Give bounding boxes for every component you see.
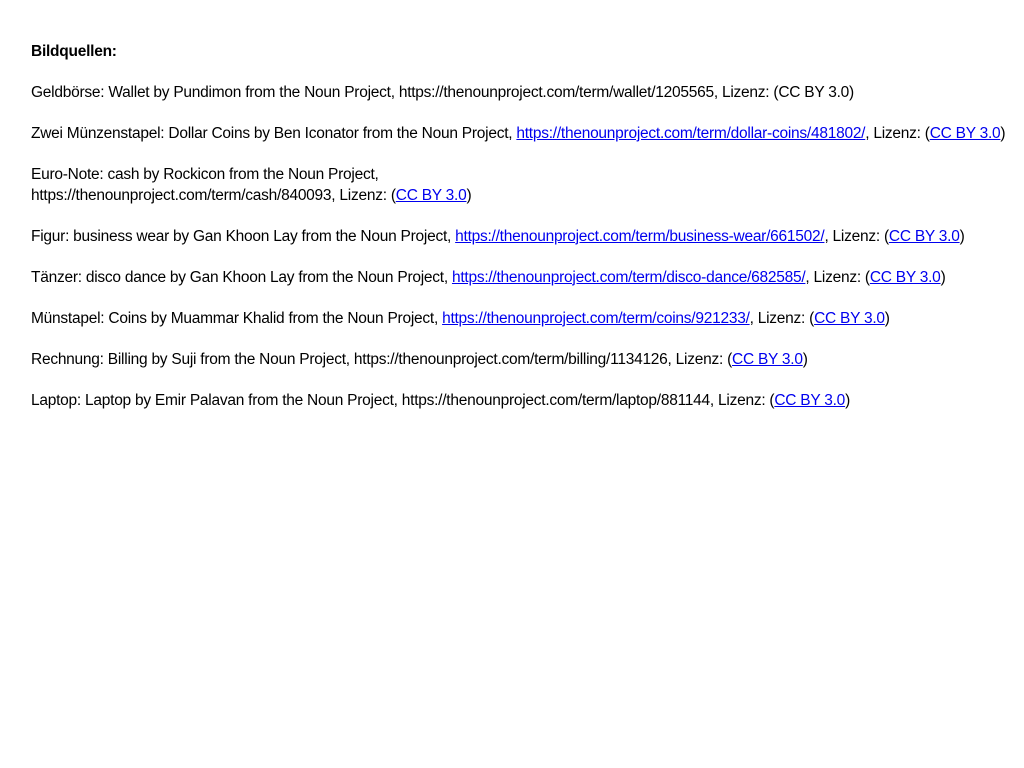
entry-text: Tänzer: disco dance by Gan Khoon Lay from the Noun Project, xyxy=(31,268,452,286)
source-entry-cash xyxy=(31,165,1009,206)
license-link[interactable]: CC BY 3.0 xyxy=(732,350,803,368)
license-link[interactable]: CC BY 3.0 xyxy=(774,391,846,409)
source-entry-coins xyxy=(31,309,1009,330)
entry-text: ) xyxy=(466,186,472,204)
source-url-link[interactable]: https://thenounproject.com/term/business-wear/661502/ xyxy=(455,227,825,245)
entry-text: Laptop: Laptop by Emir Palavan from the Noun Project, https://thenounproject.com/term/laptop/881144, Lizenz: ( xyxy=(31,391,775,409)
entry-text: Rechnung: Billing by Suji from the Noun Project, https://thenounproject.com/term/billing/1134126, Lizenz: ( xyxy=(31,350,732,368)
page-title: Bildquellen: xyxy=(31,43,117,60)
entry-text: , Lizenz: ( xyxy=(805,268,870,286)
entry-text: ) xyxy=(884,309,890,327)
entry-text: ) xyxy=(959,227,965,245)
source-entry-wallet xyxy=(31,83,1009,104)
source-entry-dollar-coins xyxy=(31,124,1009,145)
license-link[interactable]: CC BY 3.0 xyxy=(929,125,1001,142)
entry-text: https://thenounproject.com/term/cash/840093, Lizenz: ( xyxy=(31,186,396,204)
entry-text: ) xyxy=(940,268,946,286)
entry-text: Zwei Münzenstapel: Dollar Coins by Ben Iconator from the Noun Project, xyxy=(31,125,517,142)
source-url-link[interactable]: https://thenounproject.com/term/disco-dance/682585/ xyxy=(451,268,806,286)
entry-text: , Lizenz: ( xyxy=(824,227,889,245)
entry-text: ) xyxy=(845,391,850,409)
entry-text: Geldbörse: Wallet by Pundimon from the Noun Project, https://thenounproject.com/term/wallet/1205565, Lizenz: (CC BY 3.0) xyxy=(31,84,854,101)
source-entry-business-wear xyxy=(31,227,1009,248)
source-url-link[interactable]: https://thenounproject.com/term/dollar-coins/481802/ xyxy=(516,125,866,142)
license-link[interactable]: CC BY 3.0 xyxy=(869,268,941,286)
license-link[interactable]: CC BY 3.0 xyxy=(395,186,467,204)
source-entry-billing xyxy=(31,350,1009,371)
entry-text: ) xyxy=(1000,125,1006,142)
entry-text: , Lizenz: ( xyxy=(749,309,815,327)
source-entry-laptop xyxy=(31,391,1009,412)
entry-text: ) xyxy=(802,350,808,368)
license-link[interactable]: CC BY 3.0 xyxy=(814,309,885,327)
entry-text: Münstapel: Coins by Muammar Khalid from the Noun Project, xyxy=(31,309,443,327)
entry-text: Figur: business wear by Gan Khoon Lay from the Noun Project, xyxy=(31,227,456,245)
license-link[interactable]: CC BY 3.0 xyxy=(888,227,960,245)
source-entry-disco-dance xyxy=(31,268,1009,289)
image-sources-slide xyxy=(31,42,1009,432)
entry-text: , Lizenz: ( xyxy=(865,125,930,142)
source-url-link[interactable]: https://thenounproject.com/term/coins/921233/ xyxy=(442,309,750,327)
entry-text: Euro-Note: cash by Rockicon from the Noun Project, xyxy=(31,166,379,183)
